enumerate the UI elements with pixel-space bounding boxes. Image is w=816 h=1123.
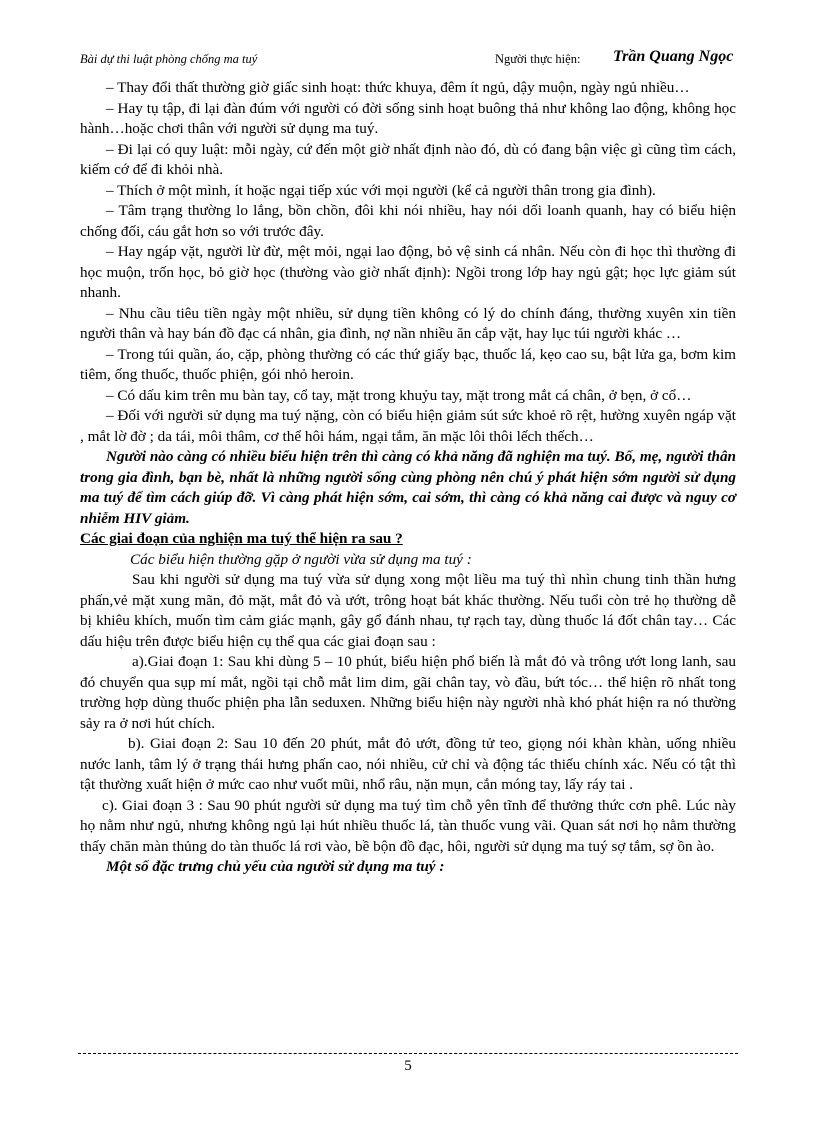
stage-a-paragraph: a).Giai đoạn 1: Sau khi dùng 5 – 10 phút, biểu hiện phổ biến là mắt đỏ và trông ướt long lanh, sau đó chuyển qua sụp mí mắt, ngồi tại chỗ mắt lim dim, gãi chân tay, vò đầu, bứt tóc… thể hiện rõ nhất tong trường hợp dùng thuốc phiện pha lẫn seduxen. Những biểu hiện này người nhà khó phát hiện ra nó thường sảy ra ở nơi hút chích. — [80, 653, 736, 732]
bullet-paragraph: – Đối với người sử dụng ma tuý nặng, còn có biểu hiện giảm sút sức khoẻ rõ rệt, hường xuyên ngáp vặt , mắt lờ đờ ; da tái, môi thâm, cơ thể hôi hám, ngại tắm, ăn mặc lôi thôi lếch thếch… — [80, 407, 736, 445]
page-body — [80, 78, 736, 878]
bullet-paragraph: – Hay ngáp vặt, người lừ đừ, mệt mỏi, ngại lao động, bỏ vệ sinh cá nhân. Nếu còn đi học thì thường đi học muộn, trốn học, bỏ giờ học (thường vào giờ nhất định): Ngồi trong lớp hay ngủ gật; học lực giảm sút nhanh. — [80, 243, 736, 301]
bullet-paragraph: – Trong túi quần, áo, cặp, phòng thường có các thứ giấy bạc, thuốc lá, kẹo cao su, bật lửa ga, bơm kim tiêm, ống thuốc, thuốc phiện, gói nhỏ heroin. — [80, 345, 736, 383]
subheading: Các biểu hiện thường gặp ở người vừa sử dụng ma tuý : — [130, 550, 472, 568]
header-author-name: Trần Quang Ngọc — [613, 48, 734, 65]
intro-paragraph: Sau khi người sử dụng ma tuý vừa sử dụng xong một liều ma tuý thì nhìn chung tinh thần hưng phấn,vẻ mặt xung mãn, đỏ mặt, mắt đỏ và ướt, trông hoạt bát khác thường. Nếu tuổi còn trẻ họ thường dễ bị khiêu khích, muốn tìm cảm giác mạnh, gây gổ đánh nhau, tự rạch tay, dùng thuốc lá đốt chân tay… Các dấu hiệu trên được biểu hiện cụ thể qua các giai đoạn sau : — [80, 571, 736, 650]
emphasis-paragraph: Người nào càng có nhiều biểu hiện trên thì càng có khả năng đã nghiện ma tuý. Bố, mẹ, người thân trong gia đình, bạn bè, nhất là những người sống cùng phòng nên chú ý phát hiện sớm người sử dụng ma tuý để tìm cách giúp đỡ. Vì càng phát hiện sớm, cai sớm, thì càng có khả năng cai được và nguy cơ nhiễm HIV giảm. — [80, 448, 736, 527]
bullet-paragraph: – Có dấu kim trên mu bàn tay, cổ tay, mặt trong khuỷu tay, mặt trong mắt cá chân, ở bẹn, ở cổ… — [106, 386, 692, 404]
bullet-paragraph: – Tâm trạng thường lo lắng, bồn chồn, đôi khi nói nhiều, hay nói dối loanh quanh, hay có biểu hiện chống đối, cáu gắt hơn so với trước đây. — [80, 202, 736, 240]
stage-b-paragraph: b). Giai đoạn 2: Sau 10 đến 20 phút, mắt đỏ ướt, đồng tử teo, giọng nói khàn khàn, uống nhiều nước lanh, tâm lý ở trạng thái hưng phấn cao, nói nhiều, cử chỉ và động tác thiếu chính xác. Nếu có tật thì tật thường xuất hiện ở mức cao như vuốt mũi, nhổ râu, nặn mụn, cắn móng tay, lấy ráy tai . — [80, 735, 736, 793]
footer-divider — [78, 1053, 738, 1054]
page-header — [80, 48, 736, 72]
stage-c-paragraph: c). Giai đoạn 3 : Sau 90 phút người sử dụng ma tuý tìm chỗ yên tĩnh để thưởng thức cơn phê. Lúc này họ nằm như ngủ, nhưng không ngủ lại hút nhiều thuốc lá, tàn thuốc vung vãi. Quan sát nơi họ nằm thường thấy chăn màn thủng do tàn thuốc lá rơi vào, bề bộn đồ đạc, hôi, người sử dụng ma tuý sợ tắm, sợ ồn ào. — [80, 796, 736, 855]
bullet-paragraph: – Đi lại có quy luật: mỗi ngày, cứ đến một giờ nhất định nào đó, dù có đang bận việc gì cũng tìm cách, kiếm cớ để đi khỏi nhà. — [80, 140, 736, 178]
closing-subheading: Một số đặc trưng chủ yếu của người sử dụng ma tuý : — [106, 858, 445, 875]
header-document-title: Bài dự thi luật phòng chống ma tuý — [80, 52, 258, 66]
header-author-label: Người thực hiện: — [495, 52, 581, 66]
bullet-paragraph: – Thay đổi thất thường giờ giấc sinh hoạt: thức khuya, đêm ít ngủ, dậy muộn, ngày ngủ nhiều… — [106, 79, 690, 96]
bullet-paragraph: – Thích ở một mình, ít hoặc ngại tiếp xúc với mọi người (kể cả người thân trong gia đình). — [106, 181, 656, 199]
page-number: 5 — [404, 1058, 412, 1074]
bullet-paragraph: – Nhu cầu tiêu tiền ngày một nhiều, sử dụng tiền không có lý do chính đáng, thường xuyên xin tiền người thân và hay bán đồ đạc cá nhân, gia đình, nợ nần nhiều ăn cắp vặt, hay lục túi người khác … — [80, 304, 736, 342]
section-heading: Các giai đoạn của nghiện ma tuý thể hiện ra sau ? — [80, 530, 403, 547]
bullet-paragraph: – Hay tụ tập, đi lại đàn đúm với người có đời sống sinh hoạt buông thả như không lao động, không học hành…hoặc chơi thân với người sử dụng ma tuý. — [80, 99, 736, 137]
